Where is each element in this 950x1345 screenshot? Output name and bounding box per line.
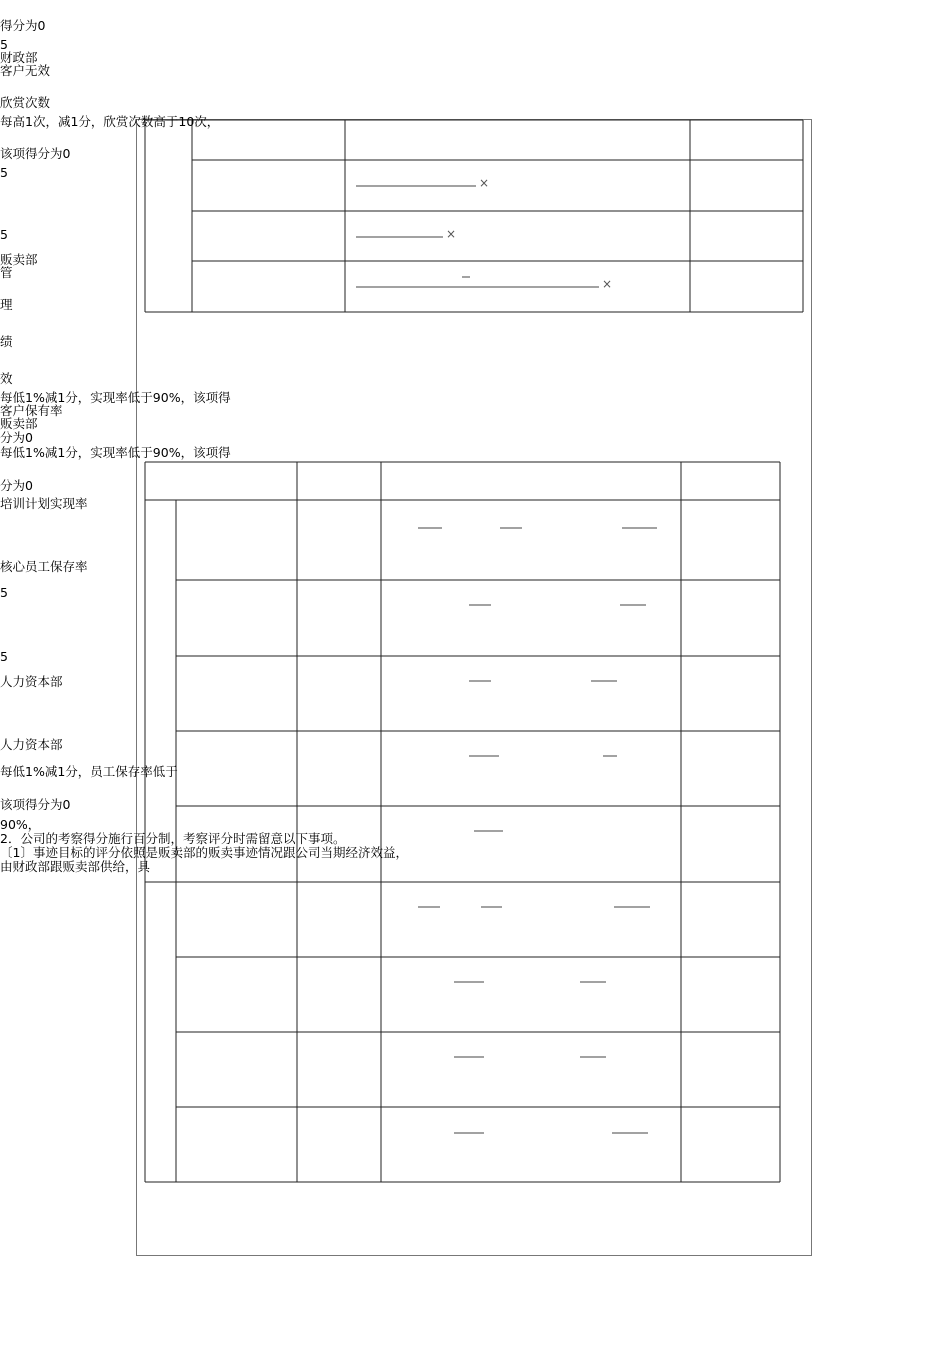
text-line: 2．公司的考察得分施行百分制，考察评分时需留意以下事项。 <box>0 831 346 846</box>
text-line: 5 <box>0 227 8 242</box>
text-line: 〔1〕事迹目标的评分依照是贩卖部的贩卖事迹情况跟公司当期经济效益， <box>0 845 408 860</box>
text-line: 分为0 <box>0 430 33 445</box>
text-line: 每低1%减1分，实现率低于90%，该项得 <box>0 445 231 460</box>
text-line: 人力资本部 <box>0 674 63 689</box>
text-line: 欣赏次数 <box>0 95 51 110</box>
text-line: 贩卖部 <box>0 416 38 431</box>
text-line: 该项得分为0 <box>0 146 71 161</box>
text-line: 得分为0 <box>0 18 46 33</box>
text-line: 每低1%减1分，实现率低于90%，该项得 <box>0 390 231 405</box>
text-line: 财政部 <box>0 50 38 65</box>
cross-mark-1: × <box>479 176 490 190</box>
text-line: 5 <box>0 37 8 52</box>
text-line: 管 <box>0 265 13 280</box>
text-line: 5 <box>0 585 8 600</box>
text-line: 培训计划实现率 <box>0 496 88 511</box>
text-line: 人力资本部 <box>0 737 63 752</box>
text-line: 5 <box>0 649 8 664</box>
text-line: 客户保有率 <box>0 403 63 418</box>
lower-table <box>145 462 780 1182</box>
text-line: 核心员工保存率 <box>0 559 88 574</box>
upper-table <box>145 120 803 312</box>
text-line: 每低1%减1分，员工保存率低于 <box>0 764 178 779</box>
text-line: 90%， <box>0 817 41 832</box>
text-line: 分为0 <box>0 478 33 493</box>
text-line: 效 <box>0 371 13 386</box>
text-line: 该项得分为0 <box>0 797 71 812</box>
text-line: 绩 <box>0 334 13 349</box>
text-line: 每高1次，减1分，欣赏次数高于10次， <box>0 114 220 129</box>
text-line: 5 <box>0 165 8 180</box>
cross-mark-3: × <box>602 277 613 291</box>
text-line: 贩卖部 <box>0 252 38 267</box>
cross-mark-2: × <box>446 227 457 241</box>
text-line: 理 <box>0 297 13 312</box>
text-line: 由财政部跟贩卖部供给，具 <box>0 859 151 874</box>
text-line: 客户无效 <box>0 63 51 78</box>
